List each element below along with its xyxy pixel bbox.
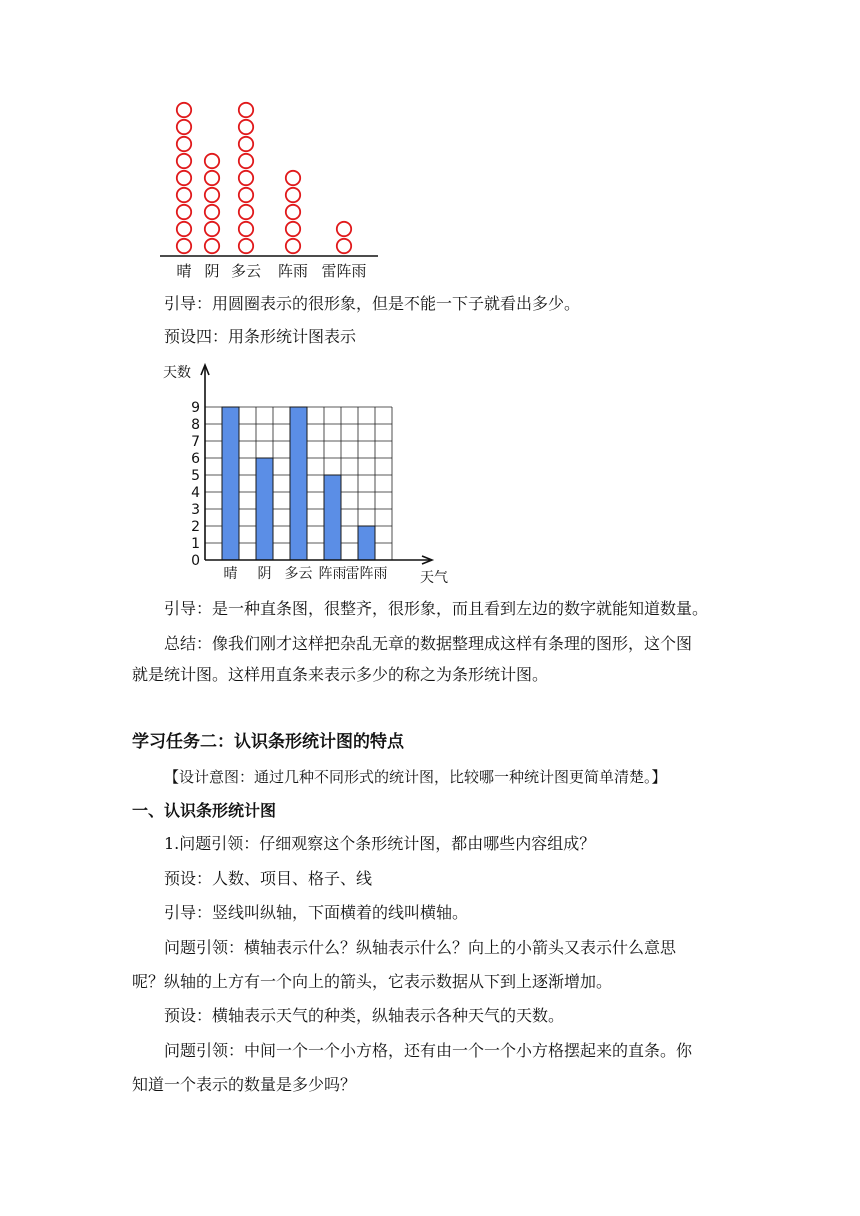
design-intent: 【设计意图：通过几种不同形式的统计图，比较哪一种统计图更简单清楚。】 (164, 768, 667, 786)
pictograph-circle (177, 239, 191, 253)
x-tick-label: 雷阵雨 (345, 566, 388, 582)
x-tick-label: 多云 (284, 566, 313, 582)
pictograph-circle (239, 154, 253, 168)
pictograph-circle (239, 205, 253, 219)
pictograph-circle (205, 205, 219, 219)
bar (290, 407, 307, 560)
circle-pictograph (150, 96, 390, 286)
pictograph-category-label: 多云 (230, 262, 262, 280)
x-axis-title: 天气 (420, 570, 448, 586)
question-two-line-2: 呢？纵轴的上方有一个向上的箭头，它表示数据从下到上逐渐增加。 (132, 972, 613, 991)
pictograph-circle (177, 188, 191, 202)
answer-two: 预设：横轴表示天气的种类，纵轴表示各种天气的天数。 (164, 1006, 565, 1025)
pictograph-circle (286, 171, 300, 185)
pictograph-circle (205, 154, 219, 168)
preset-four-text: 预设四：用条形统计图表示 (164, 327, 357, 346)
pictograph-circle (177, 120, 191, 134)
pictograph-circle (286, 239, 300, 253)
pictograph-circle (177, 222, 191, 236)
y-tick-label: 0 (191, 553, 200, 569)
task-two-title: 学习任务二：认识条形统计图的特点 (132, 732, 404, 752)
pictograph-circle (239, 222, 253, 236)
question-three-line-1: 问题引领：中间一个一个小方格，还有由一个一个小方格摆起来的直条。你 (164, 1041, 693, 1060)
y-axis-title: 天数 (163, 365, 191, 381)
pictograph-circle (177, 154, 191, 168)
question-three-line-2: 知道一个表示的数量是多少吗？ (132, 1075, 357, 1094)
bar (222, 407, 239, 560)
answer-one: 预设：人数、项目、格子、线 (164, 869, 373, 888)
pictograph-circle (177, 171, 191, 185)
x-tick-label: 晴 (223, 566, 238, 582)
y-tick-label: 8 (191, 417, 200, 433)
bar (324, 475, 341, 560)
pictograph-circle (177, 205, 191, 219)
y-tick-label: 6 (191, 451, 200, 467)
y-tick-label: 7 (191, 434, 200, 450)
pictograph-category-label: 雷阵雨 (321, 262, 367, 280)
pictograph-circle (337, 239, 351, 253)
pictograph-circle (239, 103, 253, 117)
pictograph-circle (205, 188, 219, 202)
pictograph-circle (239, 171, 253, 185)
pictograph-circle (205, 171, 219, 185)
y-tick-label: 5 (191, 468, 200, 484)
y-tick-label: 9 (191, 400, 200, 416)
guide-circle-text: 引导：用圆圈表示的很形象，但是不能一下子就看出多少。 (164, 294, 581, 313)
pictograph-circle (286, 222, 300, 236)
y-tick-label: 4 (191, 485, 200, 501)
summary-line-1: 总结：像我们刚才这样把杂乱无章的数据整理成这样有条理的图形，这个图 (164, 634, 693, 653)
pictograph-circle (239, 188, 253, 202)
x-tick-label: 阵雨 (318, 566, 347, 582)
pictograph-circle (205, 222, 219, 236)
summary-line-2: 就是统计图。这样用直条来表示多少的称之为条形统计图。 (132, 665, 549, 684)
guide-axis: 引导：竖线叫纵轴，下面横着的线叫横轴。 (164, 903, 469, 922)
question-two-line-1: 问题引领：横轴表示什么？纵轴表示什么？向上的小箭头又表示什么意思 (164, 938, 677, 957)
pictograph-category-label: 阵雨 (277, 262, 309, 280)
section-one-title: 一、认识条形统计图 (132, 801, 277, 820)
pictograph-circle (177, 103, 191, 117)
pictograph-category-label: 阴 (204, 262, 220, 280)
y-tick-label: 2 (191, 519, 200, 535)
y-tick-label: 1 (191, 536, 200, 552)
pictograph-circle (286, 188, 300, 202)
bar (256, 458, 273, 560)
pictograph-circle (286, 205, 300, 219)
pictograph-circle (177, 137, 191, 151)
question-one: 1.问题引领：仔细观察这个条形统计图，都由哪些内容组成？ (164, 834, 596, 853)
x-tick-label: 阴 (257, 566, 272, 582)
bar (358, 526, 375, 560)
y-tick-label: 3 (191, 502, 200, 518)
pictograph-circle (239, 120, 253, 134)
pictograph-circle (205, 239, 219, 253)
bar-chart (150, 355, 470, 590)
pictograph-circle (337, 222, 351, 236)
pictograph-circle (239, 137, 253, 151)
guide-bar-text: 引导：是一种直条图，很整齐，很形象，而且看到左边的数字就能知道数量。 (164, 599, 709, 618)
pictograph-circle (239, 239, 253, 253)
pictograph-category-label: 晴 (176, 262, 192, 280)
